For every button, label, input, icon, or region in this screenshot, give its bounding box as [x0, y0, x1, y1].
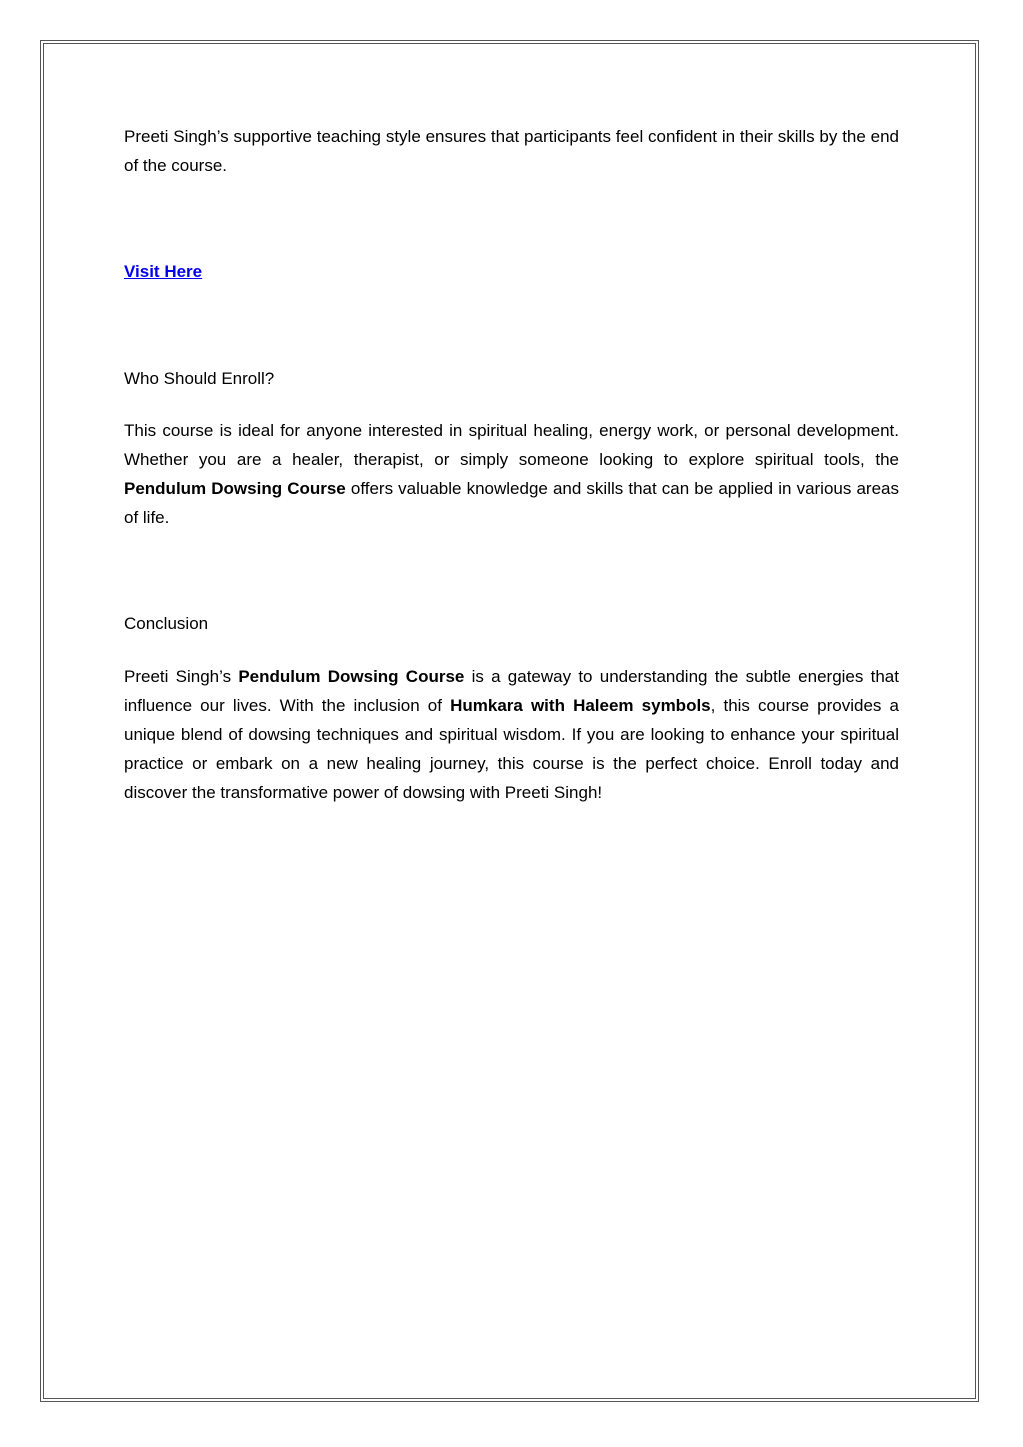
conclusion-symbols-name: Humkara with Haleem symbols: [450, 696, 711, 715]
visit-here-link[interactable]: Visit Here: [124, 262, 203, 281]
conclusion-paragraph: [124, 662, 899, 807]
enroll-paragraph: [124, 416, 899, 532]
conclusion-paragraph-block: [124, 662, 899, 807]
conclusion-text-3: , this course provides a unique blend of dowsing techniques and spiritual wisdom. If you are looking to enhance your spiritual practice or embark on a new healing journey, this course is the perfect choice. Enroll today and discover the transformative power of dowsing with Preeti Singh!: [124, 696, 900, 802]
intro-paragraph-block: [124, 122, 899, 180]
link-block: [124, 257, 202, 286]
conclusion-text-2: is a gateway to understanding the subtle energies that influence our lives. With the inclusion of: [124, 667, 899, 715]
enroll-heading-block: [124, 364, 899, 393]
conclusion-text-1: Preeti Singh’s: [124, 667, 239, 686]
conclusion-heading: Conclusion: [124, 614, 209, 633]
enroll-text-after: offers valuable knowledge and skills that can be applied in various areas of life.: [124, 479, 899, 527]
conclusion-course-name: Pendulum Dowsing Course: [238, 667, 465, 686]
enroll-text-before: This course is ideal for anyone interested in spiritual healing, energy work, or personal development. Whether you are a healer, therapist, or simply someone looking to explore spiritual tools, the: [124, 421, 899, 469]
conclusion-heading-block: [124, 609, 899, 638]
enroll-paragraph-block: [124, 416, 899, 532]
enroll-heading: Who Should Enroll?: [124, 369, 275, 388]
intro-paragraph: Preeti Singh’s supportive teaching style ensures that participants feel confident in their skills by the end of the course.: [124, 127, 899, 175]
enroll-course-name: Pendulum Dowsing Course: [124, 479, 346, 498]
